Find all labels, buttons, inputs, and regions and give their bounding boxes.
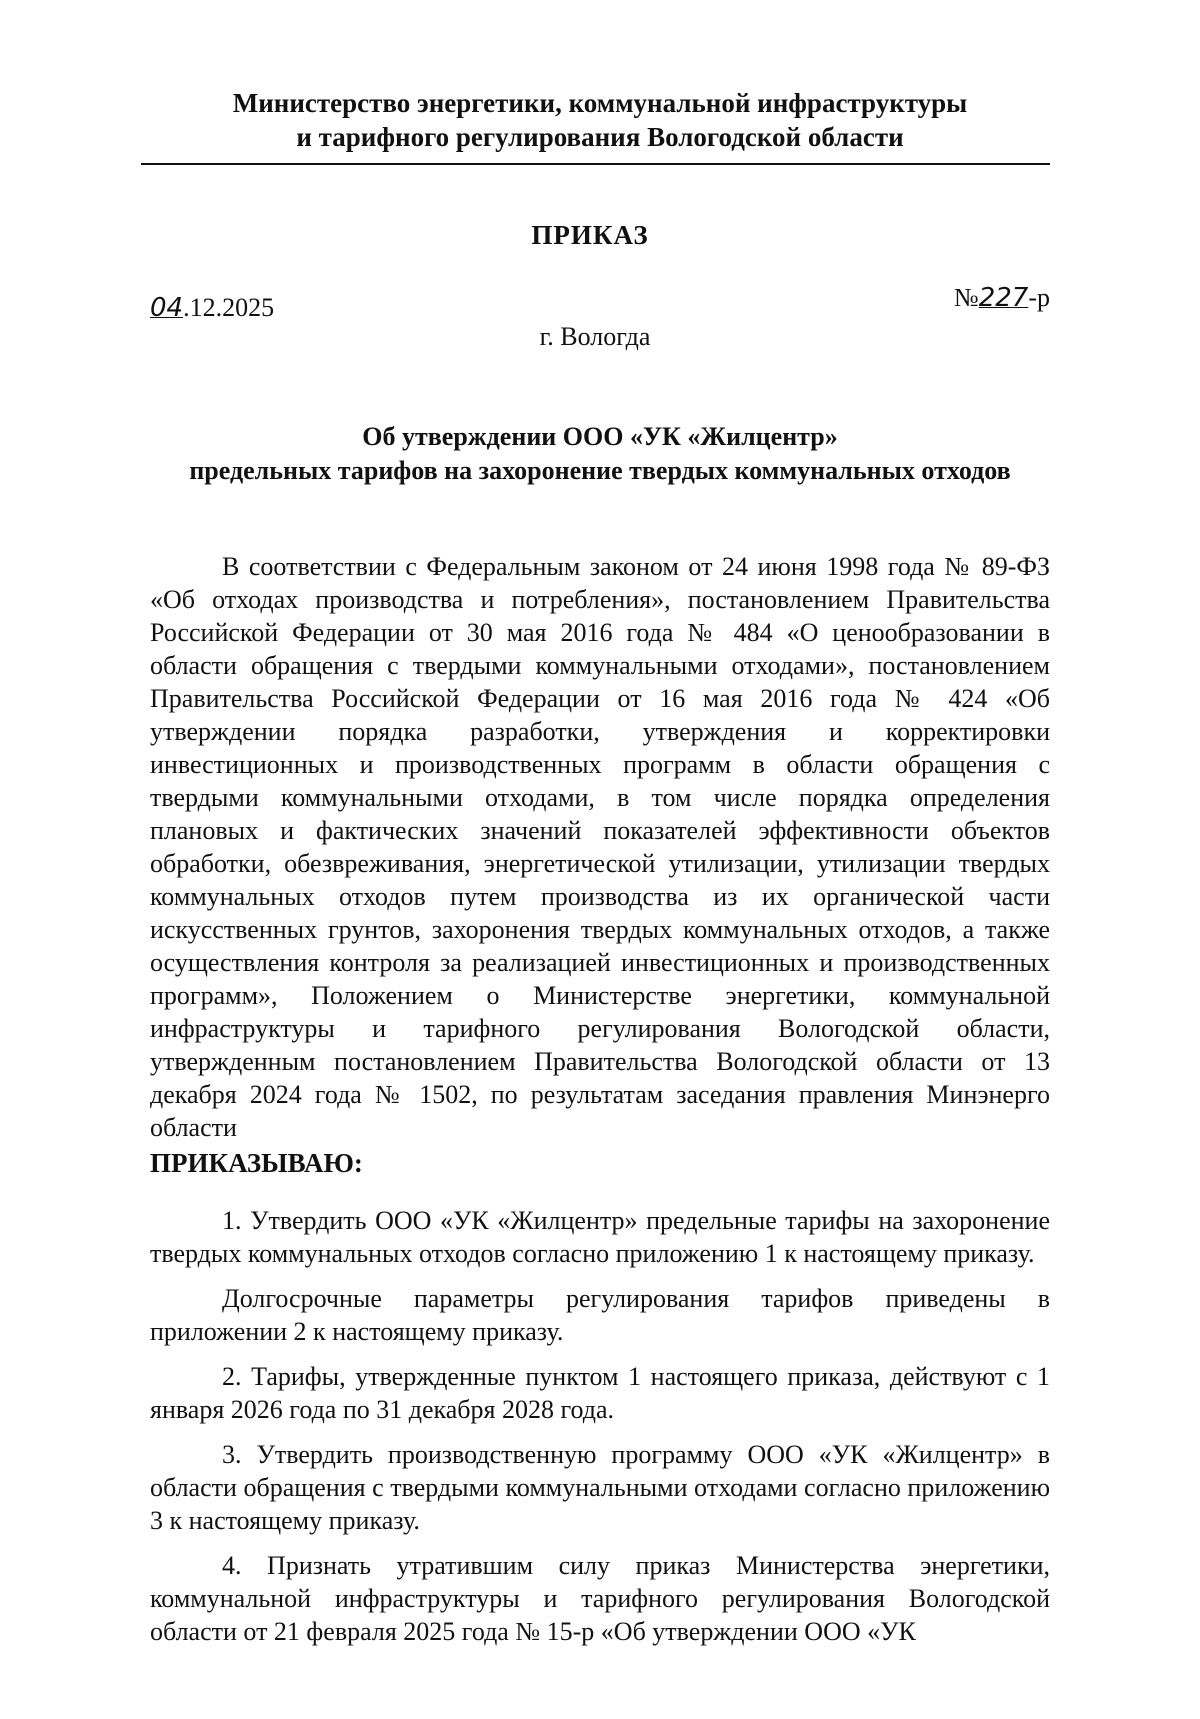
number-prefix: № [953, 283, 979, 312]
preamble-paragraph: В соответствии с Федеральным законом от 24 июня 1998 года № 89-ФЗ «Об отходах производства и потребления», постановлением Правительства Российской Федерации от 30 мая 2016 года № 484 «О ценообразовании в области обращения с твердыми коммунальными отходами», постановлением Правительства Российской Федерации от 16 мая 2016 года № 424 «Об утверждении порядка разработки, утверждения и корректировки инвестиционных и производственных программ в области обращения с твердыми коммунальными отходами, в том числе порядка определения плановых и фактических значений показателей эффективности объектов обработки, обезвреживания, энергетической утилизации, утилизации твердых коммунальных отходов путем производства из их органической части искусственных грунтов, захоронения твердых коммунальных отходов, а также осуществления контроля за реализацией инвестиционных и производственных программ», Положением о Министерстве энергетики, коммунальной инфраструктуры и тарифного регулирования Вологодской области, утвержденным постановлением Правительства Вологодской области от 13 декабря 2024 года № 1502, по результатам заседания правления Минэнерго области [150, 552, 1050, 1142]
document-number [954, 283, 1050, 313]
order-word: ПРИКАЗЫВАЮ: [150, 1148, 363, 1178]
ministry-header [150, 86, 1050, 154]
date-day-handwritten: 04 [150, 293, 184, 323]
order-item-2: 2. Тарифы, утвержденные пунктом 1 настоящего приказа, действуют с 1 января 2026 года по 31 декабря 2028 года. [150, 1362, 1050, 1424]
ministry-line-1: Министерство энергетики, коммунальной инфраструктуры [232, 88, 968, 118]
subject-line-1: Об утверждении ООО «УК «Жилцентр» [362, 422, 838, 451]
order-item-1: 1. Утвердить ООО «УК «Жилцентр» предельные тарифы на захоронение твердых коммунальных отходов согласно приложению 1 к настоящему приказу. [150, 1206, 1050, 1268]
order-item-1-note: Долгосрочные параметры регулирования тарифов приведены в приложении 2 к настоящему приказу. [150, 1284, 1050, 1346]
document-body [150, 550, 1050, 1648]
order-item-3: 3. Утвердить производственную программу ООО «УК «Жилцентр» в области обращения с твердыми коммунальными отходами согласно приложению 3 к настоящему приказу. [150, 1440, 1050, 1535]
date-rest: .12.2025 [183, 293, 275, 322]
subject-line-2: предельных тарифов на захоронение твердых коммунальных отходов [189, 456, 1011, 485]
header-divider [141, 163, 1050, 165]
order-item-4: 4. Признать утратившим силу приказ Министерства энергетики, коммунальной инфраструктуры и тарифного регулирования Вологодской области от 21 февраля 2025 года № 15-р «Об утверждении ООО «УК [150, 1551, 1050, 1646]
document-title: ПРИКАЗ [531, 220, 649, 250]
document-city: г. Вологда [539, 322, 651, 351]
document-date [150, 293, 274, 323]
document-subject [150, 420, 1050, 488]
number-suffix: -р [1028, 283, 1050, 312]
number-handwritten: 227 [978, 283, 1029, 313]
ministry-line-2: и тарифного регулирования Вологодской области [296, 122, 904, 152]
